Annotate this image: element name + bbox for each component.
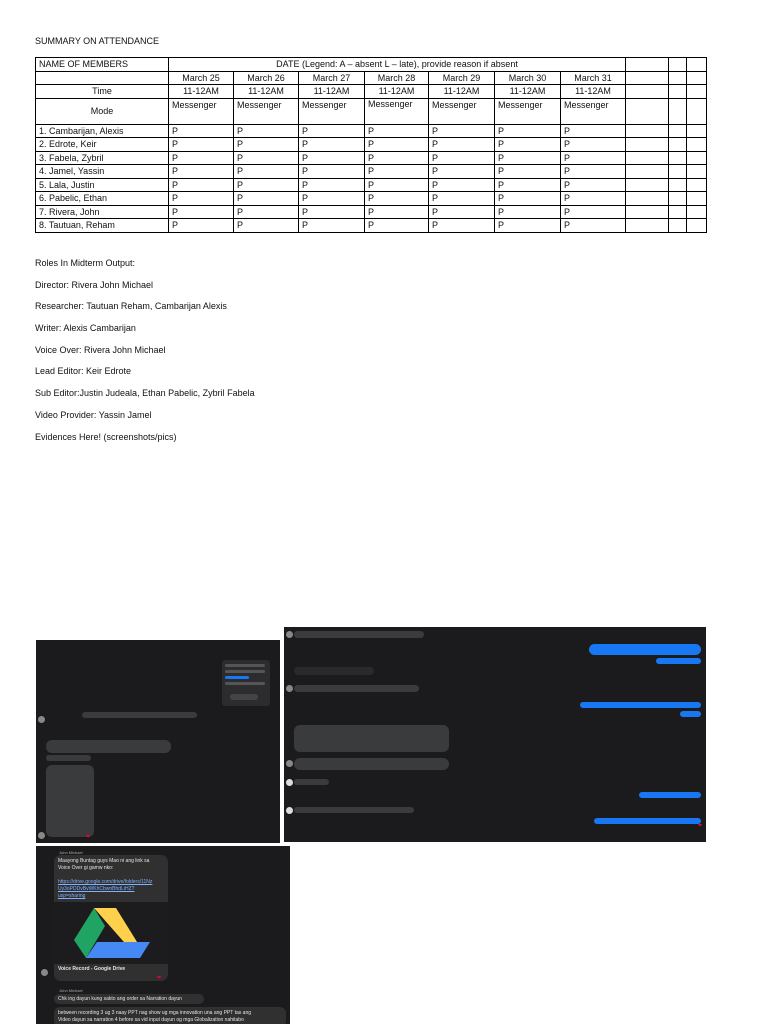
attendance-mark: P bbox=[365, 138, 429, 152]
empty-cell bbox=[669, 98, 687, 124]
empty-cell bbox=[626, 192, 669, 206]
drive-link[interactable]: Uy3oPDDvBvWKhCbwnBhdLiHZ? bbox=[58, 886, 135, 892]
attendance-mark: P bbox=[299, 205, 365, 219]
role-line: Voice Over: Rivera John Michael bbox=[35, 344, 166, 355]
member-name: 3. Fabela, Zybril bbox=[36, 151, 169, 165]
google-drive-icon bbox=[54, 902, 168, 964]
message-line: Voice Over gi gamw nko: bbox=[58, 865, 114, 871]
attendance-mark: P bbox=[299, 178, 365, 192]
attendance-mark: P bbox=[495, 165, 561, 179]
empty-cell bbox=[669, 178, 687, 192]
mode-cell: Messenger bbox=[429, 98, 495, 124]
role-line: Writer: Alexis Cambarijan bbox=[35, 323, 136, 334]
time-cell: 11-12AM bbox=[495, 85, 561, 99]
attendance-mark: P bbox=[561, 124, 626, 138]
drive-link[interactable]: https://drive.google.com/drive/folders/11Nz bbox=[58, 879, 153, 885]
member-name: 2. Edrote, Keir bbox=[36, 138, 169, 152]
attendance-mark: P bbox=[365, 178, 429, 192]
attendance-mark: P bbox=[561, 219, 626, 233]
empty-cell bbox=[669, 58, 687, 72]
attendance-mark: P bbox=[234, 124, 299, 138]
empty-cell bbox=[626, 58, 669, 72]
empty-cell bbox=[669, 219, 687, 233]
empty-cell bbox=[687, 98, 707, 124]
date-cell: March 31 bbox=[561, 71, 626, 85]
date-cell: March 26 bbox=[234, 71, 299, 85]
attendance-mark: P bbox=[495, 178, 561, 192]
avatar bbox=[41, 969, 48, 976]
attendance-mark: P bbox=[169, 219, 234, 233]
role-line: Evidences Here! (screenshots/pics) bbox=[35, 431, 177, 442]
empty-cell bbox=[687, 71, 707, 85]
attendance-mark: P bbox=[365, 219, 429, 233]
date-header: DATE (Legend: A – absent L – late), provide reason if absent bbox=[169, 58, 626, 72]
chat-screenshot-3 bbox=[36, 846, 290, 1024]
empty-cell bbox=[669, 165, 687, 179]
date-cell: March 25 bbox=[169, 71, 234, 85]
date-cell: March 30 bbox=[495, 71, 561, 85]
empty-cell bbox=[687, 165, 707, 179]
chat-screenshot-1: ❤ bbox=[36, 640, 280, 843]
attendance-mark: P bbox=[561, 151, 626, 165]
empty-cell bbox=[626, 165, 669, 179]
empty-cell bbox=[669, 85, 687, 99]
mode-cell: Messenger bbox=[561, 98, 626, 124]
role-line: Director: Rivera John Michael bbox=[35, 279, 154, 290]
empty-cell bbox=[687, 205, 707, 219]
attendance-mark: P bbox=[561, 138, 626, 152]
attendance-mark: P bbox=[429, 192, 495, 206]
role-line: Lead Editor: Keir Edrote bbox=[35, 366, 132, 377]
empty-cell bbox=[669, 151, 687, 165]
empty-cell bbox=[626, 98, 669, 124]
date-cell: March 27 bbox=[299, 71, 365, 85]
role-line: Researcher: Tautuan Reham, Cambarijan Alexis bbox=[35, 301, 227, 312]
attendance-mark: P bbox=[299, 138, 365, 152]
empty-cell bbox=[687, 85, 707, 99]
attendance-mark: P bbox=[561, 165, 626, 179]
attendance-mark: P bbox=[234, 219, 299, 233]
attendance-mark: P bbox=[169, 124, 234, 138]
attendance-mark: P bbox=[234, 165, 299, 179]
attendance-mark: P bbox=[365, 124, 429, 138]
time-label: Time bbox=[36, 85, 169, 99]
attendance-mark: P bbox=[169, 138, 234, 152]
attendance-mark: P bbox=[561, 178, 626, 192]
empty-cell bbox=[669, 192, 687, 206]
empty-cell bbox=[687, 124, 707, 138]
attendance-mark: P bbox=[169, 151, 234, 165]
empty-cell bbox=[626, 219, 669, 233]
empty-cell bbox=[687, 138, 707, 152]
attendance-mark: P bbox=[234, 192, 299, 206]
empty-cell bbox=[669, 124, 687, 138]
page-title: SUMMARY ON ATTENDANCE bbox=[35, 36, 160, 46]
empty-cell bbox=[36, 71, 169, 85]
attendance-mark: P bbox=[429, 178, 495, 192]
sender-name: John Michael bbox=[59, 988, 83, 993]
mode-cell: Messenger bbox=[299, 98, 365, 124]
attendance-mark: P bbox=[365, 192, 429, 206]
empty-cell bbox=[626, 138, 669, 152]
attendance-mark: P bbox=[365, 205, 429, 219]
member-name: 5. Lala, Justin bbox=[36, 178, 169, 192]
message-line: Video dayun sa narration 4 before sa vid input dayun og mga Globalization nahitabo bbox=[58, 1017, 244, 1023]
attendance-mark: P bbox=[169, 192, 234, 206]
mode-cell: Messenger bbox=[234, 98, 299, 124]
empty-cell bbox=[669, 138, 687, 152]
message-line: between recording 3 ug 3 naay PPT nag show ug mga innovation una ang PPT tas ang bbox=[58, 1010, 252, 1016]
date-cell: March 29 bbox=[429, 71, 495, 85]
empty-cell bbox=[687, 219, 707, 233]
empty-cell bbox=[687, 192, 707, 206]
message-line: Maayong Buntag guys Mao ni ang link sa bbox=[58, 858, 150, 864]
attendance-mark: P bbox=[234, 138, 299, 152]
member-name: 7. Rivera, John bbox=[36, 205, 169, 219]
attendance-mark: P bbox=[429, 138, 495, 152]
date-cell: March 28 bbox=[365, 71, 429, 85]
attendance-mark: P bbox=[495, 124, 561, 138]
attendance-mark: P bbox=[495, 205, 561, 219]
time-cell: 11-12AM bbox=[169, 85, 234, 99]
attendance-mark: P bbox=[169, 178, 234, 192]
message-line: Chk ing dayun kung sakto ang order sa Narration dayun bbox=[58, 996, 182, 1002]
empty-cell bbox=[626, 178, 669, 192]
attendance-mark: P bbox=[234, 151, 299, 165]
time-cell: 11-12AM bbox=[234, 85, 299, 99]
attendance-mark: P bbox=[299, 192, 365, 206]
time-cell: 11-12AM bbox=[429, 85, 495, 99]
attendance-mark: P bbox=[561, 205, 626, 219]
mode-cell: Messenger bbox=[169, 98, 234, 124]
chat-screenshot-2: ❤ bbox=[284, 627, 706, 842]
member-name: 6. Pabelic, Ethan bbox=[36, 192, 169, 206]
time-cell: 11-12AM bbox=[299, 85, 365, 99]
attendance-mark: P bbox=[234, 178, 299, 192]
role-line: Video Provider: Yassin Jamel bbox=[35, 409, 152, 420]
heart-reaction-icon: ❤ bbox=[157, 975, 162, 981]
attendance-mark: P bbox=[429, 219, 495, 233]
attendance-mark: P bbox=[495, 138, 561, 152]
attendance-mark: P bbox=[299, 124, 365, 138]
empty-cell bbox=[626, 151, 669, 165]
empty-cell bbox=[687, 178, 707, 192]
link-title: Voice Record - Google Drive bbox=[58, 966, 126, 972]
empty-cell bbox=[626, 85, 669, 99]
attendance-mark: P bbox=[169, 205, 234, 219]
mode-label: Mode bbox=[36, 98, 169, 124]
attendance-mark: P bbox=[429, 205, 495, 219]
attendance-mark: P bbox=[495, 151, 561, 165]
role-line: Sub Editor:Justin Judeala, Ethan Pabelic, Zybril Fabela bbox=[35, 388, 255, 399]
time-cell: 11-12AM bbox=[561, 85, 626, 99]
attendance-mark: P bbox=[365, 151, 429, 165]
attendance-mark: P bbox=[429, 151, 495, 165]
drive-link[interactable]: usp=sharing bbox=[58, 893, 86, 899]
attendance-mark: P bbox=[169, 165, 234, 179]
attendance-mark: P bbox=[299, 165, 365, 179]
mode-cell: Messenger bbox=[495, 98, 561, 124]
attendance-mark: P bbox=[495, 219, 561, 233]
roles-list bbox=[35, 258, 255, 453]
mode-cell: Messenger bbox=[365, 98, 429, 124]
sender-name: John Michael bbox=[59, 850, 83, 855]
member-name: 1. Cambarijan, Alexis bbox=[36, 124, 169, 138]
empty-cell bbox=[626, 124, 669, 138]
attendance-mark: P bbox=[299, 151, 365, 165]
empty-cell bbox=[626, 205, 669, 219]
attendance-mark: P bbox=[495, 192, 561, 206]
member-name: 8. Tautuan, Reham bbox=[36, 219, 169, 233]
member-name: 4. Jamel, Yassin bbox=[36, 165, 169, 179]
name-header: NAME OF MEMBERS bbox=[36, 58, 169, 72]
time-cell: 11-12AM bbox=[365, 85, 429, 99]
empty-cell bbox=[669, 205, 687, 219]
empty-cell bbox=[687, 151, 707, 165]
roles-heading: Roles In Midterm Output: bbox=[35, 258, 136, 268]
empty-cell bbox=[626, 71, 669, 85]
attendance-mark: P bbox=[299, 219, 365, 233]
empty-cell bbox=[687, 58, 707, 72]
empty-cell bbox=[669, 71, 687, 85]
attendance-mark: P bbox=[234, 205, 299, 219]
attendance-mark: P bbox=[365, 165, 429, 179]
link-preview[interactable] bbox=[54, 902, 168, 964]
attendance-table bbox=[35, 57, 707, 233]
attendance-mark: P bbox=[429, 124, 495, 138]
attendance-mark: P bbox=[561, 192, 626, 206]
attendance-mark: P bbox=[429, 165, 495, 179]
